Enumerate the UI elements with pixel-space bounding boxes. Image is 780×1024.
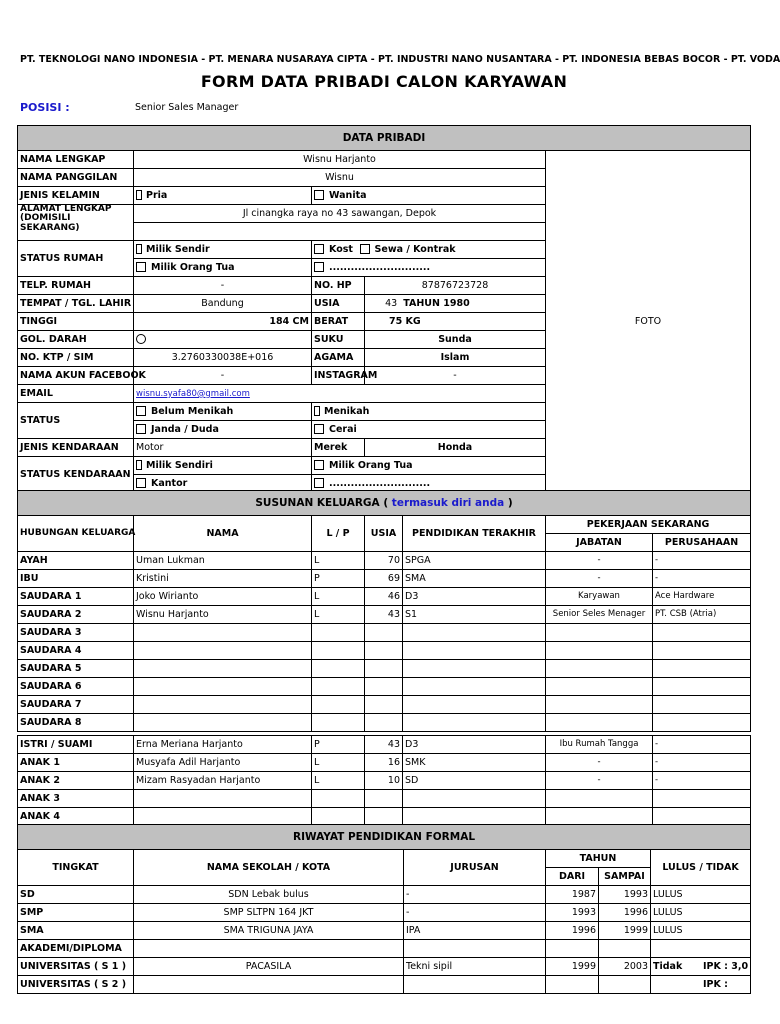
family-position[interactable] — [546, 642, 653, 660]
table-row — [18, 958, 751, 976]
family-education[interactable] — [403, 714, 546, 732]
company-list: PT. TEKNOLOGI NANO INDONESIA - PT. MENARA NUSARAYA CIPTA - PT. INDUSTRI NANO NUSANTARA - PT. INDONESIA BEBAS BOCOR - PT. VODA — [20, 54, 780, 65]
edu-level: SMA — [18, 922, 134, 940]
edu-ipk[interactable]: IPK : 3,0 — [703, 961, 749, 972]
header-tahun: TAHUN — [546, 850, 651, 868]
family-gender[interactable]: L — [312, 552, 365, 570]
table-row — [18, 570, 751, 588]
checkbox-icon[interactable] — [136, 262, 146, 272]
family-name[interactable] — [134, 624, 312, 642]
family-relation: SAUDARA 8 — [18, 714, 134, 732]
family-relation: SAUDARA 1 — [18, 588, 134, 606]
option-pria[interactable]: Pria — [134, 187, 312, 205]
family-relation: ANAK 2 — [18, 772, 134, 790]
edu-to[interactable]: 1999 — [599, 922, 651, 940]
value-facebook[interactable]: - — [134, 367, 312, 385]
family-name[interactable]: Uman Lukman — [134, 552, 312, 570]
family-company[interactable] — [653, 808, 751, 826]
email-link[interactable]: wisnu.syafa80@gmail.com — [136, 388, 250, 399]
label-instagram: INSTAGRAM — [312, 367, 365, 385]
family-gender[interactable] — [312, 808, 365, 826]
family-name[interactable]: Joko Wirianto — [134, 588, 312, 606]
table-row — [18, 940, 751, 958]
label-agama: AGAMA — [312, 349, 365, 367]
family-gender[interactable] — [312, 696, 365, 714]
option-milik-sendir[interactable]: Milik Sendir — [134, 241, 312, 259]
table-row — [18, 678, 751, 696]
table-row — [18, 922, 751, 940]
option-cerai[interactable]: Cerai — [312, 421, 546, 439]
checkbox-icon[interactable] — [360, 244, 370, 254]
edu-major[interactable]: Tekni sipil — [404, 958, 546, 976]
option-lainnya[interactable]: ............................ — [312, 259, 546, 277]
family-relation: AYAH — [18, 552, 134, 570]
edu-ipk[interactable]: IPK : — [703, 979, 728, 990]
family-name[interactable] — [134, 660, 312, 678]
family-position[interactable]: Ibu Rumah Tangga — [546, 736, 653, 754]
header-usia: USIA — [365, 516, 403, 552]
table-row — [18, 642, 751, 660]
family-position[interactable]: Karyawan — [546, 588, 653, 606]
family-name[interactable] — [134, 714, 312, 732]
family-relation: SAUDARA 4 — [18, 642, 134, 660]
family-age[interactable] — [365, 790, 403, 808]
family-company[interactable] — [653, 660, 751, 678]
option-menikah[interactable]: Menikah — [312, 403, 546, 421]
family-position[interactable]: - — [546, 772, 653, 790]
edu-major[interactable]: - — [404, 886, 546, 904]
posisi-value[interactable]: Senior Sales Manager — [135, 102, 239, 113]
label-telp-rumah: TELP. RUMAH — [18, 277, 134, 295]
edu-status[interactable] — [651, 922, 751, 940]
option-janda-duda[interactable]: Janda / Duda — [134, 421, 312, 439]
family-name[interactable] — [134, 808, 312, 826]
family-company[interactable]: - — [653, 736, 751, 754]
checkbox-icon[interactable] — [136, 424, 146, 434]
label-facebook: NAMA AKUN FACEBOOK — [18, 367, 134, 385]
family-gender[interactable] — [312, 678, 365, 696]
family-name[interactable]: Erna Meriana Harjanto — [134, 736, 312, 754]
section-riwayat-pendidikan: RIWAYAT PENDIDIKAN FORMAL — [18, 825, 751, 850]
header-jabatan: JABATAN — [546, 534, 653, 552]
family-name[interactable] — [134, 696, 312, 714]
checkbox-icon[interactable] — [314, 424, 324, 434]
family-name[interactable] — [134, 790, 312, 808]
family-position[interactable] — [546, 714, 653, 732]
family-gender[interactable]: P — [312, 736, 365, 754]
edu-to[interactable]: 1996 — [599, 904, 651, 922]
family-company[interactable]: - — [653, 772, 751, 790]
family-position[interactable]: - — [546, 570, 653, 588]
label-status: STATUS — [18, 403, 134, 439]
family-age[interactable] — [365, 714, 403, 732]
family-age[interactable]: 70 — [365, 552, 403, 570]
edu-status[interactable] — [651, 940, 751, 958]
value-usia[interactable]: 43 TAHUN 1980 — [365, 295, 546, 313]
family-company[interactable] — [653, 678, 751, 696]
family-gender[interactable]: L — [312, 772, 365, 790]
family-education[interactable]: SMA — [403, 570, 546, 588]
family-position[interactable] — [546, 678, 653, 696]
family-position[interactable] — [546, 624, 653, 642]
family-relation: ANAK 4 — [18, 808, 134, 826]
family-relation: SAUDARA 5 — [18, 660, 134, 678]
family-relation: ISTRI / SUAMI — [18, 736, 134, 754]
table-row — [18, 772, 751, 790]
option-kost-sewa[interactable]: Kost Sewa / Kontrak — [312, 241, 546, 259]
family-name[interactable]: Wisnu Harjanto — [134, 606, 312, 624]
checkbox-icon[interactable] — [314, 190, 324, 200]
family-company[interactable]: PT. CSB (Atria) — [653, 606, 751, 624]
family-age[interactable] — [365, 678, 403, 696]
family-name[interactable] — [134, 678, 312, 696]
label-merek: Merek — [312, 439, 365, 457]
checkbox-icon[interactable] — [136, 406, 146, 416]
edu-level: SD — [18, 886, 134, 904]
label-gol-darah: GOL. DARAH — [18, 331, 134, 349]
family-relation: ANAK 1 — [18, 754, 134, 772]
family-age[interactable] — [365, 808, 403, 826]
family-gender[interactable]: L — [312, 606, 365, 624]
family-company[interactable] — [653, 790, 751, 808]
edu-major[interactable] — [404, 940, 546, 958]
table-row — [18, 660, 751, 678]
family-relation: SAUDARA 2 — [18, 606, 134, 624]
option-milik-orang-tua[interactable]: Milik Orang Tua — [134, 259, 312, 277]
table-row — [18, 714, 751, 732]
option-kantor[interactable]: Kantor — [134, 475, 312, 493]
edu-major[interactable]: IPA — [404, 922, 546, 940]
family-age[interactable]: 43 — [365, 606, 403, 624]
edu-status[interactable] — [651, 904, 751, 922]
value-nama-panggilan[interactable]: Wisnu — [134, 169, 546, 187]
edu-from[interactable]: 1993 — [546, 904, 599, 922]
family-gender[interactable] — [312, 660, 365, 678]
table-row — [18, 606, 751, 624]
checkbox-icon[interactable] — [136, 460, 142, 470]
family-education[interactable] — [403, 678, 546, 696]
label-nama-panggilan: NAMA PANGGILAN — [18, 169, 134, 187]
family-education[interactable] — [403, 696, 546, 714]
family-age[interactable]: 10 — [365, 772, 403, 790]
value-merek[interactable]: Honda — [365, 439, 546, 457]
family-position[interactable] — [546, 660, 653, 678]
family-gender[interactable] — [312, 714, 365, 732]
edu-from[interactable]: 1987 — [546, 886, 599, 904]
label-jenis-kelamin: JENIS KELAMIN — [18, 187, 134, 205]
edu-lulus[interactable]: LULUS — [653, 906, 683, 918]
edu-to[interactable] — [599, 940, 651, 958]
table-row — [18, 904, 751, 922]
edu-school[interactable] — [134, 940, 404, 958]
value-alamat[interactable]: Jl cinangka raya no 43 sawangan, Depok — [134, 205, 546, 223]
family-position[interactable] — [546, 790, 653, 808]
family-name[interactable]: Musyafa Adil Harjanto — [134, 754, 312, 772]
option-belum-menikah[interactable]: Belum Menikah — [134, 403, 312, 421]
header-nama: NAMA — [134, 516, 312, 552]
family-company[interactable]: - — [653, 552, 751, 570]
label-usia: USIA — [312, 295, 365, 313]
value-email[interactable] — [134, 385, 546, 403]
label-no-hp: NO. HP — [312, 277, 365, 295]
family-education[interactable]: SPGA — [403, 552, 546, 570]
checkbox-icon[interactable] — [136, 190, 142, 200]
family-position[interactable] — [546, 808, 653, 826]
label-ttl: TEMPAT / TGL. LAHIR — [18, 295, 134, 313]
edu-school[interactable]: PACASILA — [134, 958, 404, 976]
label-status-rumah: STATUS RUMAH — [18, 241, 134, 277]
header-sampai: SAMPAI — [599, 868, 651, 886]
header-lp: L / P — [312, 516, 365, 552]
edu-to[interactable]: 1993 — [599, 886, 651, 904]
checkbox-icon[interactable] — [314, 478, 324, 488]
option-kend-lainnya[interactable]: ............................ — [312, 475, 546, 493]
value-tinggi[interactable]: 184 CM — [134, 313, 312, 331]
family-relation: IBU — [18, 570, 134, 588]
family-age[interactable] — [365, 642, 403, 660]
family-position[interactable]: - — [546, 754, 653, 772]
edu-level: SMP — [18, 904, 134, 922]
family-education[interactable] — [403, 642, 546, 660]
edu-from[interactable] — [546, 940, 599, 958]
value-berat[interactable]: 75 KG — [365, 313, 546, 331]
checkbox-icon[interactable] — [136, 478, 146, 488]
edu-school[interactable]: SMA TRIGUNA JAYA — [134, 922, 404, 940]
edu-level: UNIVERSITAS ( S 1 ) — [18, 958, 134, 976]
checkbox-icon[interactable] — [314, 244, 324, 254]
header-pendidikan: PENDIDIKAN TERAKHIR — [403, 516, 546, 552]
radio-icon[interactable] — [136, 334, 146, 344]
table-row — [18, 808, 751, 826]
family-education[interactable] — [403, 660, 546, 678]
value-suku[interactable]: Sunda — [365, 331, 546, 349]
family-age[interactable]: 43 — [365, 736, 403, 754]
header-jurusan: JURUSAN — [404, 850, 546, 886]
family-company[interactable]: Ace Hardware — [653, 588, 751, 606]
family-company[interactable] — [653, 696, 751, 714]
edu-status[interactable] — [651, 976, 751, 994]
option-milik-sendiri[interactable]: Milik Sendiri — [134, 457, 312, 475]
family-age[interactable] — [365, 624, 403, 642]
header-perusahaan: PERUSAHAAN — [653, 534, 751, 552]
edu-lulus[interactable]: LULUS — [653, 924, 683, 936]
header-sekolah: NAMA SEKOLAH / KOTA — [134, 850, 404, 886]
table-row — [18, 886, 751, 904]
label-ktp: NO. KTP / SIM — [18, 349, 134, 367]
header-dari: DARI — [546, 868, 599, 886]
foto-box: FOTO — [546, 151, 751, 493]
pendidikan-table — [17, 824, 751, 994]
option-kend-milik-orang-tua[interactable]: Milik Orang Tua — [312, 457, 546, 475]
family-education[interactable]: S1 — [403, 606, 546, 624]
table-row — [18, 552, 751, 570]
label-status-kendaraan: STATUS KENDARAAN — [18, 457, 134, 493]
edu-from[interactable]: 1999 — [546, 958, 599, 976]
family-company[interactable] — [653, 714, 751, 732]
data-pribadi-table — [17, 125, 751, 493]
family-company[interactable] — [653, 624, 751, 642]
family-name[interactable]: Mizam Rasyadan Harjanto — [134, 772, 312, 790]
value-gol-darah[interactable] — [134, 331, 312, 349]
edu-school[interactable]: SMP SLTPN 164 JKT — [134, 904, 404, 922]
label-berat: BERAT — [312, 313, 365, 331]
table-row — [18, 976, 751, 994]
form-title: FORM DATA PRIBADI CALON KARYAWAN — [200, 72, 568, 91]
header-tingkat: TINGKAT — [18, 850, 134, 886]
value-ttl[interactable]: Bandung — [134, 295, 312, 313]
edu-to[interactable]: 2003 — [599, 958, 651, 976]
table-row — [18, 790, 751, 808]
value-jenis-kendaraan[interactable]: Motor — [134, 439, 312, 457]
family-relation: SAUDARA 3 — [18, 624, 134, 642]
family-relation: ANAK 3 — [18, 790, 134, 808]
label-email: EMAIL — [18, 385, 134, 403]
family-company[interactable]: - — [653, 570, 751, 588]
family-education[interactable] — [403, 790, 546, 808]
keluarga-table — [17, 490, 751, 826]
header-pekerjaan: PEKERJAAN SEKARANG — [546, 516, 751, 534]
family-education[interactable]: SD — [403, 772, 546, 790]
family-education[interactable]: SMK — [403, 754, 546, 772]
family-education[interactable] — [403, 624, 546, 642]
edu-from[interactable]: 1996 — [546, 922, 599, 940]
section-susunan-keluarga: SUSUNAN KELUARGA ( termasuk diri anda ) — [18, 491, 751, 516]
family-age[interactable]: 69 — [365, 570, 403, 588]
family-gender[interactable]: P — [312, 570, 365, 588]
family-age[interactable]: 46 — [365, 588, 403, 606]
edu-to[interactable] — [599, 976, 651, 994]
family-gender[interactable] — [312, 624, 365, 642]
label-nama-lengkap: NAMA LENGKAP — [18, 151, 134, 169]
family-company[interactable] — [653, 642, 751, 660]
label-tinggi: TINGGI — [18, 313, 134, 331]
family-age[interactable]: 16 — [365, 754, 403, 772]
edu-major[interactable] — [404, 976, 546, 994]
posisi-label: POSISI : — [20, 101, 70, 114]
family-age[interactable] — [365, 660, 403, 678]
family-position[interactable] — [546, 696, 653, 714]
table-row — [18, 696, 751, 714]
value-telp-rumah[interactable]: - — [134, 277, 312, 295]
edu-level: AKADEMI/DIPLOMA — [18, 940, 134, 958]
edu-level: UNIVERSITAS ( S 2 ) — [18, 976, 134, 994]
value-nama-lengkap[interactable]: Wisnu Harjanto — [134, 151, 546, 169]
value-no-hp[interactable]: 87876723728 — [365, 277, 546, 295]
family-gender[interactable] — [312, 642, 365, 660]
value-ktp[interactable]: 3.2760330038E+016 — [134, 349, 312, 367]
edu-major[interactable]: - — [404, 904, 546, 922]
edu-school[interactable]: SDN Lebak bulus — [134, 886, 404, 904]
family-relation: SAUDARA 7 — [18, 696, 134, 714]
family-name[interactable] — [134, 642, 312, 660]
label-suku: SUKU — [312, 331, 365, 349]
header-hubungan: HUBUNGAN KELUARGA — [18, 516, 134, 552]
family-education[interactable]: D3 — [403, 736, 546, 754]
table-row — [18, 624, 751, 642]
header-lulus: LULUS / TIDAK — [651, 850, 751, 886]
family-position[interactable]: Senior Seles Menager — [546, 606, 653, 624]
edu-school[interactable] — [134, 976, 404, 994]
edu-lulus[interactable]: Tidak — [653, 960, 683, 972]
family-age[interactable] — [365, 696, 403, 714]
checkbox-icon[interactable] — [136, 244, 142, 254]
edu-lulus[interactable]: LULUS — [653, 888, 683, 900]
family-education[interactable] — [403, 808, 546, 826]
family-company[interactable]: - — [653, 754, 751, 772]
edu-status[interactable] — [651, 958, 751, 976]
value-alamat-line2[interactable] — [134, 223, 546, 241]
checkbox-icon[interactable] — [314, 406, 320, 416]
family-gender[interactable] — [312, 790, 365, 808]
family-education[interactable]: D3 — [403, 588, 546, 606]
family-position[interactable]: - — [546, 552, 653, 570]
table-row — [18, 736, 751, 754]
table-row — [18, 588, 751, 606]
option-wanita[interactable]: Wanita — [312, 187, 546, 205]
label-alamat: ALAMAT LENGKAP (DOMISILI SEKARANG) — [18, 205, 134, 241]
section-data-pribadi: DATA PRIBADI — [18, 126, 751, 151]
value-agama[interactable]: Islam — [365, 349, 546, 367]
label-jenis-kendaraan: JENIS KENDARAAN — [18, 439, 134, 457]
edu-from[interactable] — [546, 976, 599, 994]
edu-status[interactable] — [651, 886, 751, 904]
checkbox-icon[interactable] — [314, 262, 324, 272]
family-relation: SAUDARA 6 — [18, 678, 134, 696]
table-row — [18, 754, 751, 772]
family-gender[interactable]: L — [312, 754, 365, 772]
value-instagram[interactable]: - — [365, 367, 546, 385]
family-gender[interactable]: L — [312, 588, 365, 606]
family-name[interactable]: Kristini — [134, 570, 312, 588]
checkbox-icon[interactable] — [314, 460, 324, 470]
